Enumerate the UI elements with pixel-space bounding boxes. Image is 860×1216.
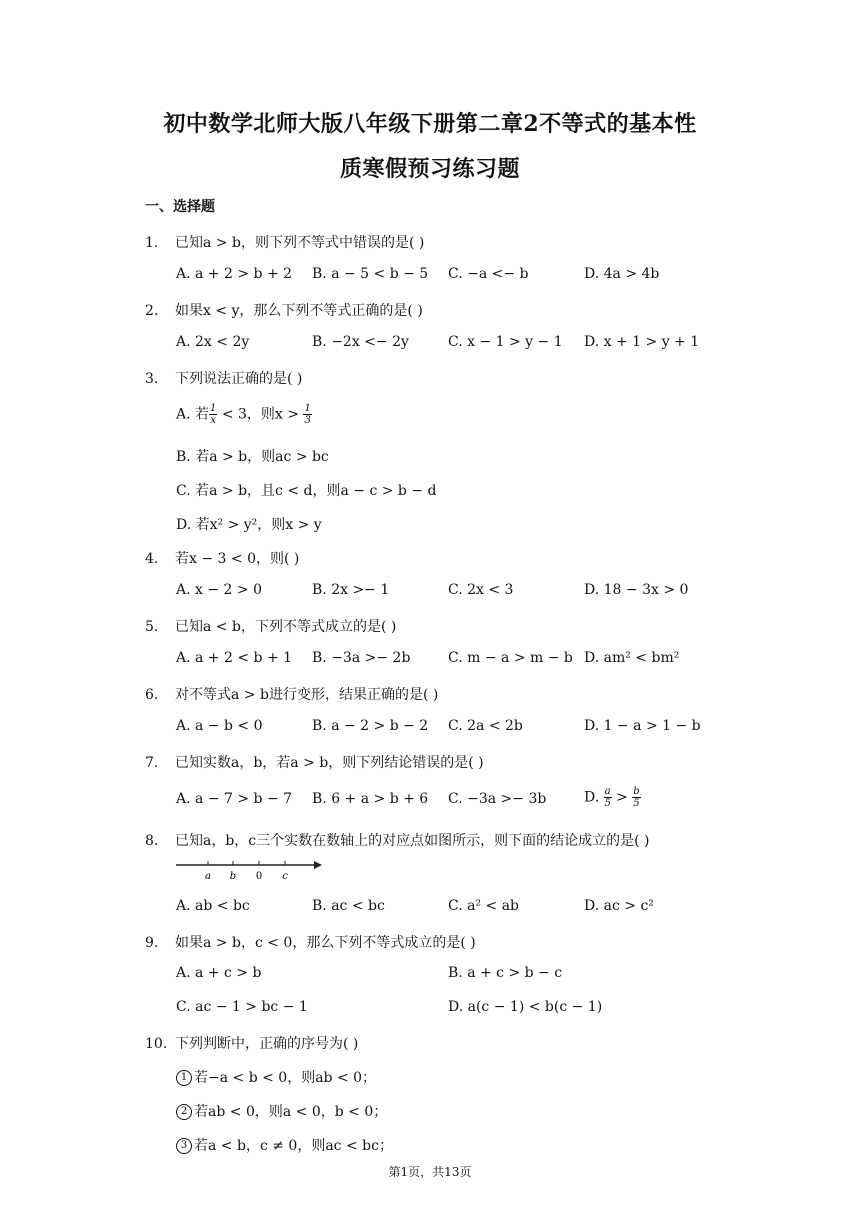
axis-label-a: a xyxy=(205,871,211,882)
q3-option-b: B. 若a > b，则ac > bc xyxy=(176,449,329,465)
page-footer: 第1页，共13页 xyxy=(388,1165,472,1179)
q6-option-a: A. a − b < 0 xyxy=(176,718,263,734)
q8-option-a: A. ab < bc xyxy=(176,898,250,914)
q1-option-d: D. 4a > 4b xyxy=(584,266,660,282)
q4-option-a: A. x − 2 > 0 xyxy=(176,582,262,598)
q7-option-a: A. a − 7 > b − 7 xyxy=(176,791,293,807)
page-title-line1: 初中数学北师大版八年级下册第二章2不等式的基本性 xyxy=(163,111,697,137)
section-heading: 一、选择题 xyxy=(145,199,215,215)
q6-option-d: D. 1 − a > 1 − b xyxy=(584,718,701,734)
q7-option-c: C. −3a >− 3b xyxy=(448,791,547,807)
fraction: $\frac{1}{x}$ xyxy=(210,403,217,426)
circled-number: 3 xyxy=(176,1138,192,1154)
q9-option-c: C. ac − 1 > bc − 1 xyxy=(176,999,308,1015)
question-2: 2. 如果x < y，那么下列不等式正确的是( ) xyxy=(145,303,423,319)
circled-number: 1 xyxy=(176,1070,192,1086)
q6-option-c: C. 2a < 2b xyxy=(448,718,523,734)
q4-option-b: B. 2x >− 1 xyxy=(312,582,390,598)
question-1: 1. 已知a > b，则下列不等式中错误的是( ) xyxy=(145,235,425,251)
q2-option-c: C. x − 1 > y − 1 xyxy=(448,334,563,350)
q9-option-b: B. a + c > b − c xyxy=(448,965,563,981)
question-7: 7. 已知实数a，b，若a > b，则下列结论错误的是( ) xyxy=(145,755,484,771)
question-5: 5. 已知a < b，下列不等式成立的是( ) xyxy=(145,619,397,635)
q7-option-b: B. 6 + a > b + 6 xyxy=(312,791,429,807)
q4-option-c: C. 2x < 3 xyxy=(448,582,514,598)
question-8: 8. 已知a，b，c三个实数在数轴上的对应点如图所示，则下面的结论成立的是( ) xyxy=(145,833,650,849)
q7-option-d: D. $\frac{a}{5}$ > $\frac{b}{5}$ xyxy=(584,786,640,809)
q2-option-a: A. 2x < 2y xyxy=(176,334,250,350)
q1-option-c: C. −a <− b xyxy=(448,266,529,282)
q9-option-d: D. a(c − 1) < b(c − 1) xyxy=(448,999,603,1015)
fraction: $\frac{a}{5}$ xyxy=(604,786,611,809)
q1-option-b: B. a − 5 < b − 5 xyxy=(312,266,429,282)
q2-option-b: B. −2x <− 2y xyxy=(312,334,409,350)
axis-label-c: c xyxy=(282,871,288,882)
question-4: 4. 若x − 3 < 0，则( ) xyxy=(145,551,300,567)
q3-option-c: C. 若a > b，且c < d，则a − c > b − d xyxy=(176,483,437,499)
axis-label-b: b xyxy=(229,871,237,882)
q5-option-a: A. a + 2 < b + 1 xyxy=(176,650,293,666)
axis-label-0: 0 xyxy=(255,871,263,882)
q8-option-d: D. ac > c² xyxy=(584,898,654,914)
question-3: 3. 下列说法正确的是( ) xyxy=(145,371,303,387)
q5-option-b: B. −3a >− 2b xyxy=(312,650,411,666)
q3-option-a: A. 若 $\frac{1}{x}$ < 3，则x > $\frac{1}{3}$ xyxy=(176,403,311,426)
q10-statement-3: 3 若a < b，c ≠ 0，则ac < bc； xyxy=(176,1135,393,1155)
q2-option-d: D. x + 1 > y + 1 xyxy=(584,334,700,350)
q6-option-b: B. a − 2 > b − 2 xyxy=(312,718,429,734)
number-line-arrow xyxy=(314,861,322,869)
fraction: $\frac{b}{5}$ xyxy=(633,786,640,809)
page-title-line2: 质寒假预习练习题 xyxy=(339,156,520,182)
q8-option-c: C. a² < ab xyxy=(448,898,520,914)
q9-option-a: A. a + c > b xyxy=(176,965,262,981)
question-9: 9. 如果a > b，c < 0，那么下列不等式成立的是( ) xyxy=(145,935,476,951)
number-line-figure xyxy=(174,858,324,882)
q10-statement-2: 2 若ab < 0，则a < 0，b < 0； xyxy=(176,1101,387,1121)
q5-option-c: C. m − a > m − b xyxy=(448,650,573,666)
fraction: $\frac{1}{3}$ xyxy=(304,403,311,426)
q5-option-d: D. am² < bm² xyxy=(584,650,680,666)
question-6: 6. 对不等式a > b进行变形，结果正确的是( ) xyxy=(145,687,439,703)
q10-statement-1: 1 若−a < b < 0，则ab < 0； xyxy=(176,1067,376,1087)
q4-option-d: D. 18 − 3x > 0 xyxy=(584,582,689,598)
circled-number: 2 xyxy=(176,1104,192,1120)
q1-option-a: A. a + 2 > b + 2 xyxy=(176,266,293,282)
q3-option-d: D. 若x² > y²，则x > y xyxy=(176,517,322,533)
q8-option-b: B. ac < bc xyxy=(312,898,385,914)
question-10: 10. 下列判断中，正确的序号为( ) xyxy=(145,1036,359,1052)
